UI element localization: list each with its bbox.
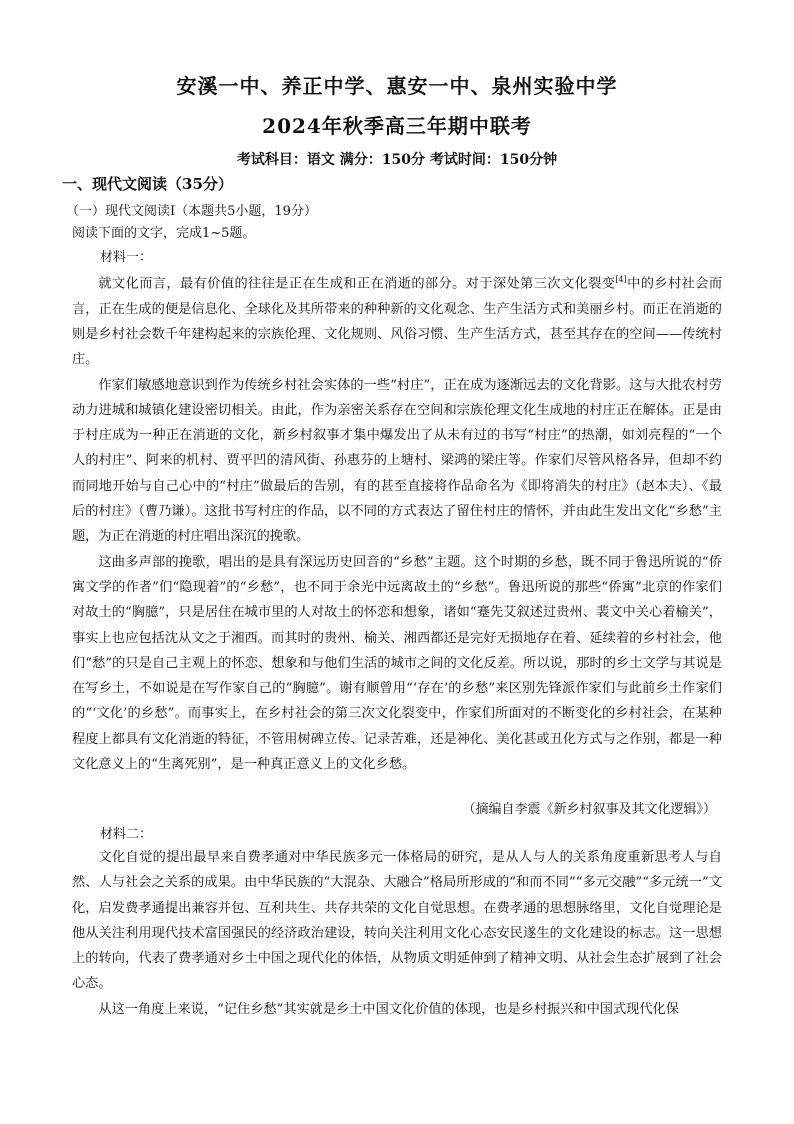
paragraph-text: 中的乡村社会而言，正在生成的便是信息化、全球化及其所带来的种种新的文化观念、生产生活方式和美丽乡村。而正在消逝的则是乡村社会数千年建构起来的宗族伦理、文化规则、风俗习惯、生产生活方式，甚至其存在的空间——传统村庄。 — [72, 276, 723, 368]
material1-paragraph-2: 作家们敏感地意识到作为传统乡村社会实体的一些“村庄”，正在成为逐渐远去的文化背影。这与大批农村劳动力进城和城镇化建设密切相关。由此，作为亲密关系存在空间和宗族伦理文化生成地的村庄正在解体。正是由于村庄成为一种正在消逝的文化，新乡村叙事才集中爆发出了从未有过的书写“村庄”的热潮，如刘亮程的“一个人的村庄”、阿来的机村、贾平凹的清风街、孙惠芬的上塘村、梁鸿的梁庄等。作家们尽管风格各异，但却不约而同地开始与自己心中的“村庄”做最后的告别，有的甚至直接将作品命名为《即将消失的村庄》（赵本夫）、《最后的村庄》（曹乃谦）。这批书写村庄的作品，以不同的方式表达了留住村庄的情怀，并由此生发出文化“乡愁”主题，为正在消逝的村庄唱出深沉的挽歌。 — [72, 377, 722, 545]
instruction-text: 阅读下面的文字，完成1~5题。 — [72, 226, 256, 241]
material2-body — [72, 845, 722, 1022]
material1-label: 材料一： — [100, 250, 153, 265]
paragraph-text: 就文化而言，最有价值的往往是正在生成和正在消逝的部分。对于深处第三次文化裂变 — [98, 276, 616, 292]
material2-label: 材料二： — [100, 827, 153, 842]
schools-title: 安溪一中、养正中学、惠安一中、泉州实验中学 — [176, 74, 618, 98]
material2-paragraph-2: 从这一角度上来说，“记住乡愁”其实就是乡土中国文化价值的体现，也是乡村振兴和中国式现代化保 — [98, 1001, 679, 1017]
material1-paragraph-3: 这曲多声部的挽歌，唱出的是具有深远历史回音的“乡愁”主题。这个时期的乡愁，既不同于鲁迅所说的“侨寓文学的作者”们“隐现着”的“乡愁”，也不同于余光中远离故土的“乡愁”。鲁迅所说的那些“侨寓”北京的作家们对故土的“胸臆”，只是居住在城市里的人对故土的怀恋和想象，诸如“蹇先艾叙述过贵州、裴文中关心着榆关”，事实上也应包括沈从文之于湘西。而其时的贵州、榆关、湘西都还是完好无损地存在着、延续着的乡村社会，他们“愁”的只是自己主观上的怀恋、想象和与他们生活的城市之间的文化反差。所以说，那时的乡土文学与其说是在写乡土，不如说是在写作家自己的“胸臆”。谢有顺曾用“‘存在’的乡愁”来区别先锋派作家们与此前乡土作家们的“‘文化’的乡愁”。而事实上，在乡村社会的第三次文化裂变中，作家们所面对的不断变化的乡村社会，在某种程度上都具有文化消逝的特征，不管用树碑立传、记录苦难，还是神化、美化甚或丑化方式与之作别，都是一种文化意义上的“生离死别”，是一种真正意义上的文化乡愁。 — [72, 554, 722, 773]
exam-title: 2024年秋季高三年期中联考 — [262, 114, 532, 138]
material2-paragraph-1: 文化自觉的提出最早来自费孝通对中华民族多元一体格局的研究，是从人与人的关系角度重新思考人与自然、人与社会之关系的成果。由中华民族的“大混杂、大融合”格局所形成的“和而不同”“多元交融”“多元统一”文化，启发费孝通提出兼容并包、互利共生、共存共荣的文化自觉思想。在费孝通的思想脉络里，文化自觉理论是他从关注利用现代技术富国强民的经济政治建设，转向关注利用文化心态安民遂生的文化建设的标志。这一思想上的转向，代表了费孝通对乡土中国之现代化的体悟，从物质文明延伸到了精神文明、从社会生态扩展到了社会心态。 — [72, 850, 722, 992]
footnote-ref: [4] — [615, 275, 627, 284]
subsection-heading: （一）现代文阅读Ⅰ（本题共5小题，19分） — [66, 204, 317, 219]
material1-body — [72, 267, 722, 777]
section-heading: 一、现代文阅读（35分） — [62, 175, 233, 193]
material1-paragraph-1 — [72, 267, 722, 373]
material1-source: （摘编自李震《新乡村叙事及其文化逻辑》） — [462, 802, 716, 817]
exam-info: 考试科目：语文 满分：150分 考试时间：150分钟 — [236, 152, 558, 168]
